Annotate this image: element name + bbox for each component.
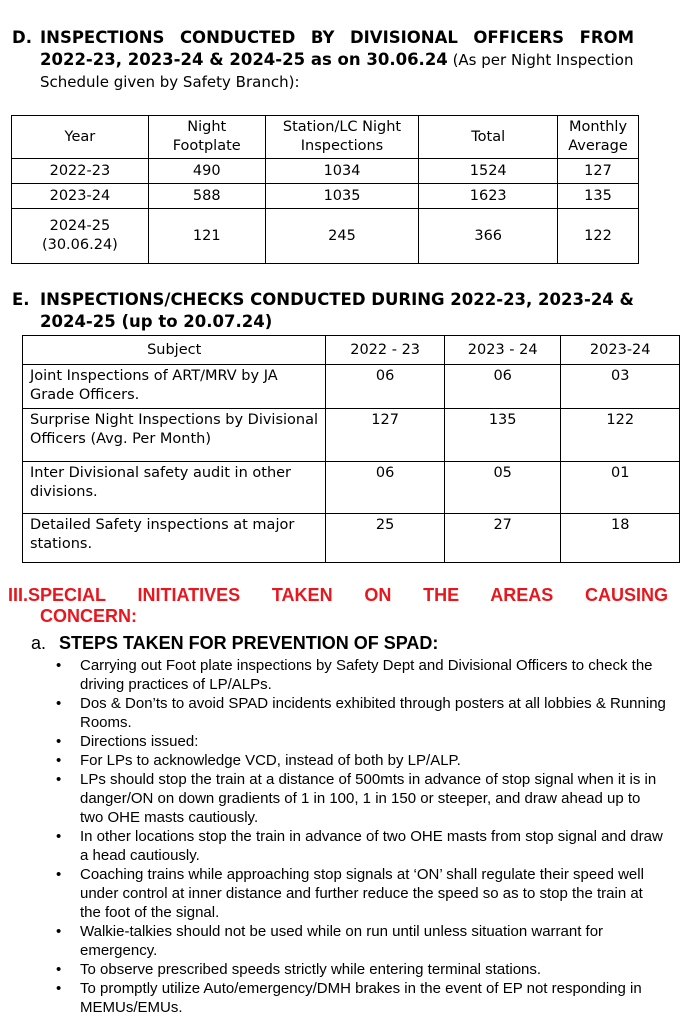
table-cell: 03 bbox=[561, 365, 680, 409]
list-item bbox=[56, 827, 666, 865]
table-cell: 127 bbox=[326, 409, 445, 462]
section-d-title-text: INSPECTIONS CONDUCTED BY DIVISIONAL OFFICERS FROM bbox=[40, 28, 634, 47]
column-header: Station/LC Night Inspections bbox=[265, 116, 419, 159]
table-row bbox=[23, 462, 680, 514]
list-item bbox=[56, 732, 666, 751]
section-d-title-line2 bbox=[40, 49, 634, 71]
section-d-period: 2022-23, 2023-24 & 2024-25 as on 30.06.24 bbox=[40, 50, 448, 69]
list-item bbox=[56, 770, 666, 827]
bullet-icon: • bbox=[56, 733, 62, 750]
table-cell: 27 bbox=[444, 514, 561, 563]
list-item bbox=[56, 694, 666, 732]
list-item-text: Carrying out Foot plate inspections by Safety Dept and Divisional Officers to check the driving practices of LP/ALPs. bbox=[80, 657, 653, 693]
table-cell: 18 bbox=[561, 514, 680, 563]
bullet-icon: • bbox=[56, 923, 62, 940]
table-row bbox=[12, 159, 639, 184]
table-row bbox=[23, 514, 680, 563]
table-header-row bbox=[23, 336, 680, 365]
table-cell: 06 bbox=[444, 365, 561, 409]
bullet-icon: • bbox=[56, 828, 62, 845]
list-item-text: Directions issued: bbox=[80, 733, 199, 750]
table-header-row bbox=[12, 116, 639, 159]
section-d-heading bbox=[12, 26, 634, 93]
list-item bbox=[56, 960, 666, 979]
section-e-title-line1 bbox=[12, 288, 634, 311]
list-item bbox=[56, 751, 666, 770]
bullet-icon: • bbox=[56, 752, 62, 769]
list-item-text: For LPs to acknowledge VCD, instead of both by LP/ALP. bbox=[80, 752, 461, 769]
section-iii-title-line1: III.SPECIAL INITIATIVES TAKEN ON THE AREAS CAUSING bbox=[8, 585, 668, 605]
section-d-title-line3: Schedule given by Safety Branch): bbox=[40, 73, 300, 91]
table-cell: 1524 bbox=[419, 159, 558, 184]
table-cell: 01 bbox=[561, 462, 680, 514]
table-cell: Surprise Night Inspections by Divisional Officers (Avg. Per Month) bbox=[23, 409, 326, 462]
section-d-note: (As per Night Inspection bbox=[452, 51, 634, 69]
section-e-title-text: INSPECTIONS/CHECKS CONDUCTED DURING 2022-23, 2023-24 & bbox=[40, 290, 634, 309]
section-iii-heading bbox=[8, 585, 668, 627]
table-cell: 06 bbox=[326, 462, 445, 514]
table-cell: 366 bbox=[419, 209, 558, 264]
table-row bbox=[12, 209, 639, 264]
column-header: Monthly Average bbox=[558, 116, 639, 159]
column-header: 2022 - 23 bbox=[326, 336, 445, 365]
table-cell: Detailed Safety inspections at major stations. bbox=[23, 514, 326, 563]
spad-steps-list bbox=[56, 656, 666, 1017]
table-cell: 1623 bbox=[419, 184, 558, 209]
subsection-a-heading bbox=[31, 633, 438, 654]
section-e-marker: E. bbox=[12, 290, 30, 309]
list-item-text: To observe prescribed speeds strictly while entering terminal stations. bbox=[80, 961, 542, 978]
bullet-icon: • bbox=[56, 866, 62, 883]
section-d-marker: D. bbox=[12, 28, 32, 47]
table-cell: 05 bbox=[444, 462, 561, 514]
subsection-a-title: STEPS TAKEN FOR PREVENTION OF SPAD: bbox=[59, 633, 439, 653]
table-cell: 121 bbox=[148, 209, 265, 264]
subsection-a-letter: a. bbox=[31, 633, 47, 653]
table-cell: 2024-25 (30.06.24) bbox=[12, 209, 149, 264]
section-e-title-line2: 2024-25 (up to 20.07.24) bbox=[40, 312, 273, 331]
column-header: Year bbox=[12, 116, 149, 159]
table-cell: 135 bbox=[444, 409, 561, 462]
list-item bbox=[56, 865, 666, 922]
table-cell: 25 bbox=[326, 514, 445, 563]
column-header: Night Footplate bbox=[148, 116, 265, 159]
table-cell: 2023-24 bbox=[12, 184, 149, 209]
list-item-text: Dos & Don’ts to avoid SPAD incidents exhibited through posters at all lobbies & Running Rooms. bbox=[80, 695, 666, 731]
table-cell: 490 bbox=[148, 159, 265, 184]
table-row bbox=[12, 184, 639, 209]
list-item-text: Coaching trains while approaching stop signals at ‘ON’ shall regulate their speed well under control at inner distance and further reduce the speed so as to stop the train at the foot of the signal. bbox=[80, 866, 644, 921]
table-cell: 588 bbox=[148, 184, 265, 209]
table-cell: 122 bbox=[558, 209, 639, 264]
list-item bbox=[56, 922, 666, 960]
list-item bbox=[56, 656, 666, 694]
table-cell: 127 bbox=[558, 159, 639, 184]
table-row bbox=[23, 365, 680, 409]
section-e-heading bbox=[12, 288, 634, 333]
table-cell: Joint Inspections of ART/MRV by JA Grade Officers. bbox=[23, 365, 326, 409]
table-cell: 245 bbox=[265, 209, 419, 264]
bullet-icon: • bbox=[56, 695, 62, 712]
column-header: Total bbox=[419, 116, 558, 159]
list-item-text: Walkie-talkies should not be used while on run until unless situation warrant for emergency. bbox=[80, 923, 604, 959]
column-header: 2023 - 24 bbox=[444, 336, 561, 365]
column-header: Subject bbox=[23, 336, 326, 365]
list-item-text: LPs should stop the train at a distance of 500mts in advance of stop signal when it is in danger/ON on down gradients of 1 in 100, 1 in 150 or steeper, and draw ahead up to two OHE masts cautiously. bbox=[80, 771, 657, 826]
bullet-icon: • bbox=[56, 961, 62, 978]
table-cell: 1035 bbox=[265, 184, 419, 209]
bullet-icon: • bbox=[56, 771, 62, 788]
night-inspections-table bbox=[11, 115, 639, 264]
table-cell: 135 bbox=[558, 184, 639, 209]
list-item bbox=[56, 979, 666, 1017]
bullet-icon: • bbox=[56, 657, 62, 674]
inspections-checks-table bbox=[22, 335, 680, 563]
bullet-icon: • bbox=[56, 980, 62, 997]
section-iii-title-line2: CONCERN: bbox=[40, 606, 137, 626]
section-d-title-line1 bbox=[12, 26, 634, 49]
table-cell: 2022-23 bbox=[12, 159, 149, 184]
table-cell: 06 bbox=[326, 365, 445, 409]
table-cell: 122 bbox=[561, 409, 680, 462]
table-cell: 1034 bbox=[265, 159, 419, 184]
table-row bbox=[23, 409, 680, 462]
list-item-text: To promptly utilize Auto/emergency/DMH brakes in the event of EP not responding in MEMUs/EMUs. bbox=[80, 980, 642, 1016]
table-cell: Inter Divisional safety audit in other divisions. bbox=[23, 462, 326, 514]
list-item-text: In other locations stop the train in advance of two OHE masts from stop signal and draw a head cautiously. bbox=[80, 828, 663, 864]
column-header: 2023-24 bbox=[561, 336, 680, 365]
